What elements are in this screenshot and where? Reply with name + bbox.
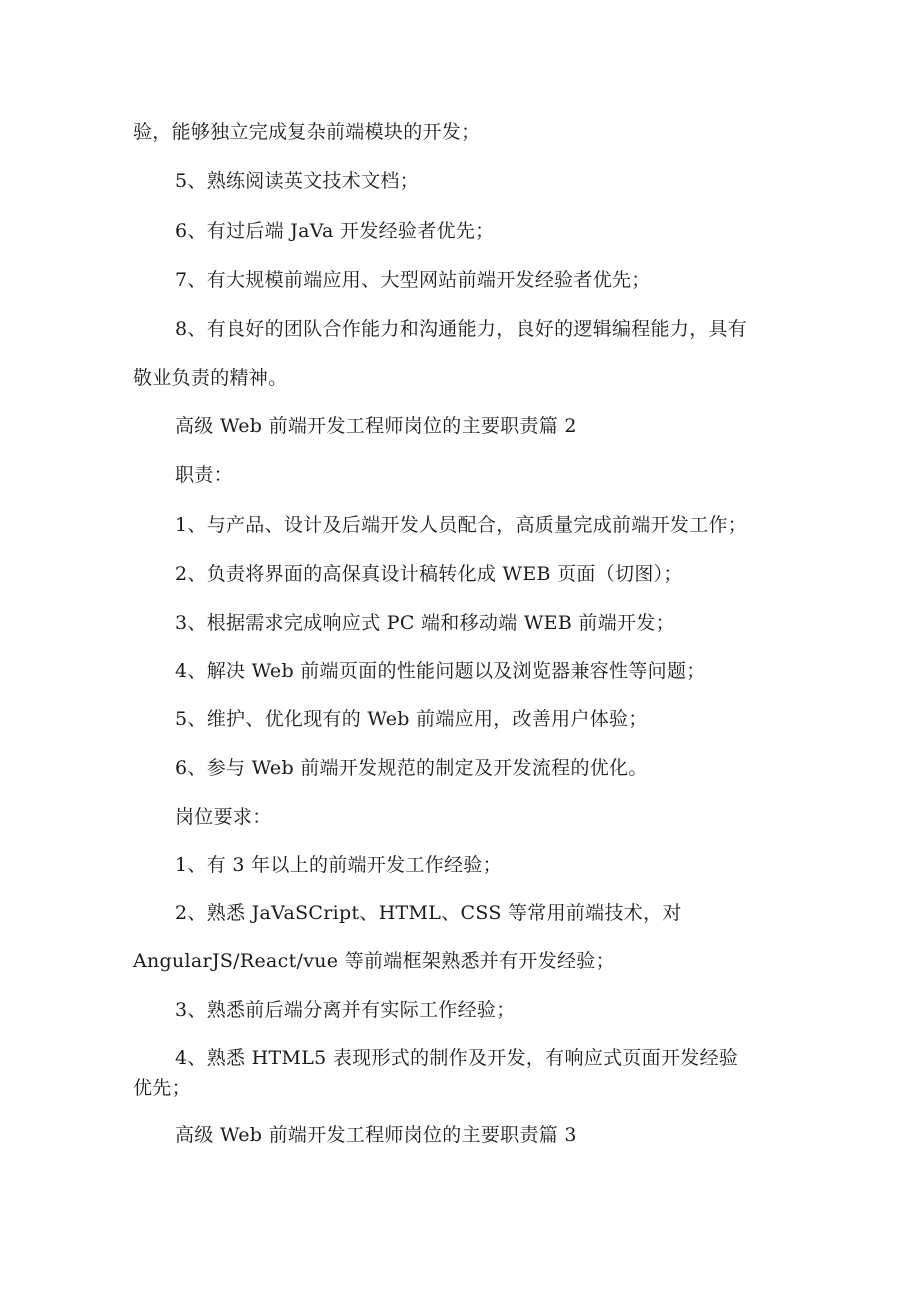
list-item: 4、解决 Web 前端页面的性能问题以及浏览器兼容性等问题；: [175, 660, 706, 682]
list-item-continuation: 优先；: [133, 1077, 191, 1099]
list-item: 2、熟悉 JaVaSCript、HTML、CSS 等常用前端技术，对: [175, 902, 682, 924]
paragraph-line: 敬业负责的精神。: [133, 367, 288, 389]
list-item: 4、熟悉 HTML5 表现形式的制作及开发，有响应式页面开发经验: [175, 1047, 739, 1069]
list-item: 2、负责将界面的高保真设计稿转化成 WEB 页面（切图）；: [175, 563, 683, 585]
paragraph-line: 7、有大规模前端应用、大型网站前端开发经验者优先；: [175, 269, 651, 291]
list-item: 6、参与 Web 前端开发规范的制定及开发流程的优化。: [175, 757, 648, 779]
section-heading: 高级 Web 前端开发工程师岗位的主要职责篇 2: [175, 415, 577, 437]
list-item-continuation: AngularJS/React/vue 等前端框架熟悉并有开发经验；: [133, 950, 615, 972]
list-item: 1、有 3 年以上的前端开发工作经验；: [175, 854, 502, 876]
paragraph-line: 验，能够独立完成复杂前端模块的开发；: [133, 121, 481, 143]
list-item: 5、维护、优化现有的 Web 前端应用，改善用户体验；: [175, 708, 648, 730]
paragraph-line: 8、有良好的团队合作能力和沟通能力，良好的逻辑编程能力，具有: [175, 318, 748, 340]
list-item: 3、熟悉前后端分离并有实际工作经验；: [175, 999, 516, 1021]
subsection-heading: 职责：: [175, 464, 233, 486]
section-heading: 高级 Web 前端开发工程师岗位的主要职责篇 3: [175, 1124, 577, 1146]
list-item: 1、与产品、设计及后端开发人员配合，高质量完成前端开发工作；: [175, 514, 748, 536]
list-item: 3、根据需求完成响应式 PC 端和移动端 WEB 前端开发；: [175, 612, 675, 634]
paragraph-line: 6、有过后端 JaVa 开发经验者优先；: [175, 220, 495, 242]
subsection-heading: 岗位要求：: [175, 806, 272, 828]
paragraph-line: 5、熟练阅读英文技术文档；: [175, 170, 419, 192]
